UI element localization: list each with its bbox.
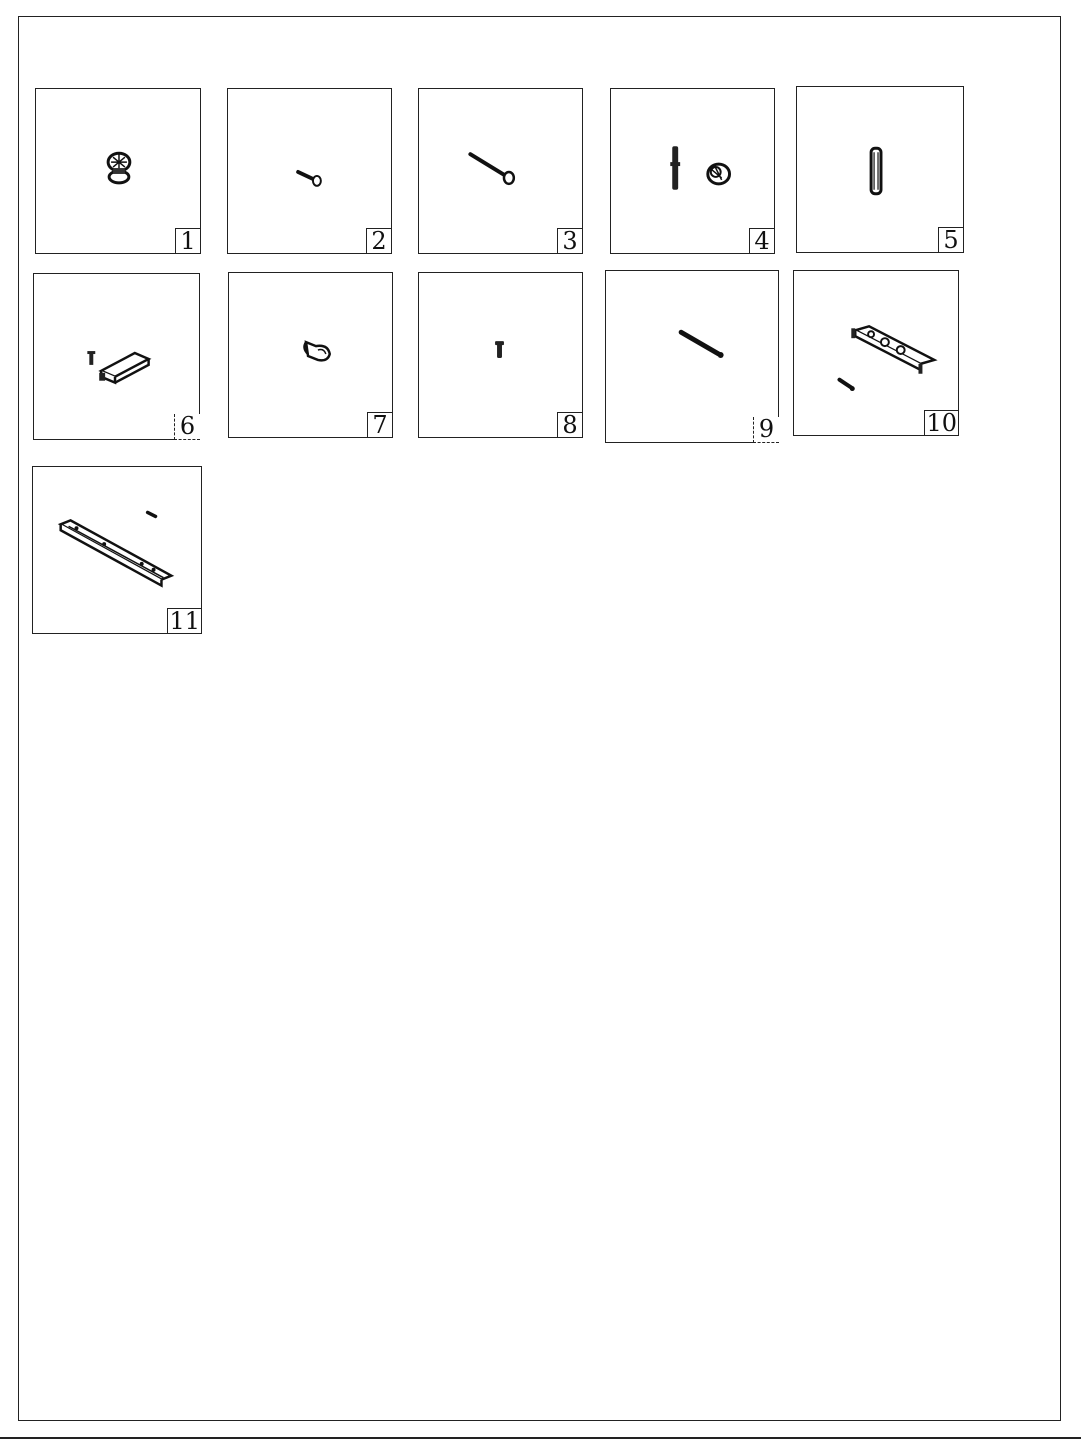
part-number-3: 3 [557, 228, 583, 254]
part-number-5: 5 [938, 227, 964, 253]
part-tile-9 [605, 270, 779, 443]
part-number-7: 7 [367, 412, 393, 438]
part-number-4: 4 [749, 228, 775, 254]
part-tile-6 [33, 273, 200, 440]
part-tile-1 [35, 88, 201, 254]
part-number-8: 8 [557, 412, 583, 438]
part-tile-5 [796, 86, 964, 253]
part-number-6: 6 [174, 414, 200, 440]
part-number-9: 9 [753, 417, 779, 443]
part-tile-10 [793, 270, 959, 436]
bottom-rule [0, 1437, 1081, 1439]
part-tile-4 [610, 88, 775, 254]
part-tile-8 [418, 272, 583, 438]
part-number-10: 10 [926, 409, 957, 437]
part-number-11: 11 [169, 607, 200, 635]
part-tile-3 [418, 88, 583, 254]
part-tile-11 [32, 466, 202, 634]
part-tile-2 [227, 88, 392, 254]
part-number-2: 2 [366, 228, 392, 254]
part-number-1: 1 [175, 228, 201, 254]
part-tile-7 [228, 272, 393, 438]
